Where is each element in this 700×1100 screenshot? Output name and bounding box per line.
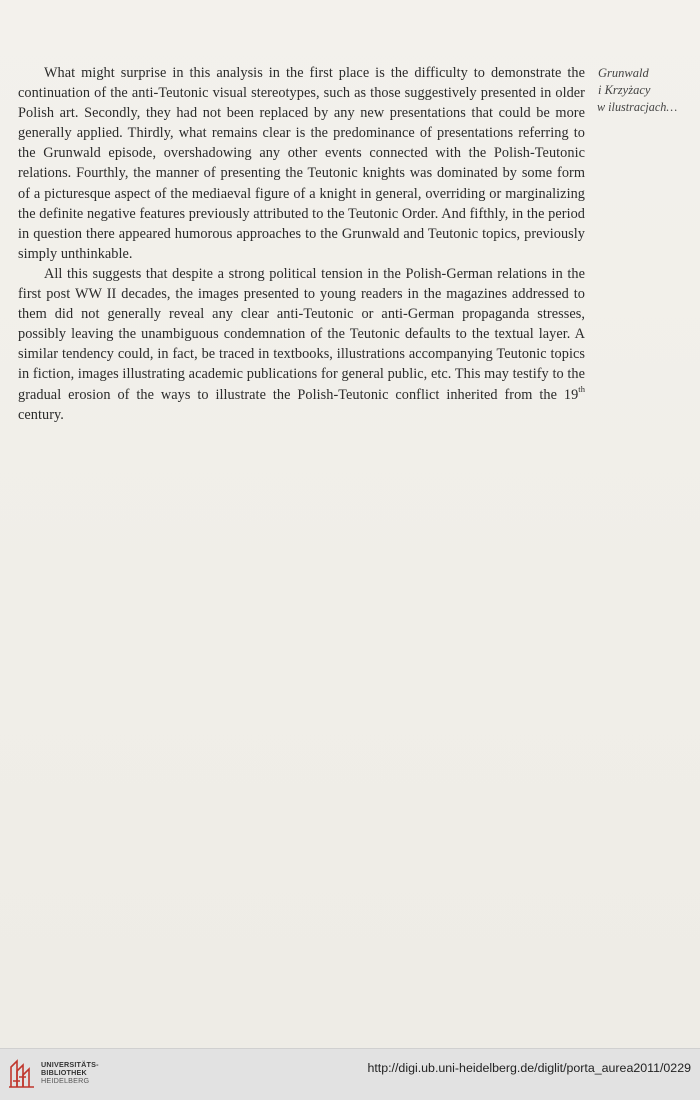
margin-note-line-1: Grunwald bbox=[598, 66, 649, 80]
margin-note-line-3: w ilustracjach… bbox=[597, 100, 678, 115]
footer-bar bbox=[0, 1048, 700, 1100]
paragraph-2-end: century. bbox=[18, 406, 64, 423]
superscript: th bbox=[578, 383, 585, 394]
margin-note bbox=[597, 65, 697, 117]
body-text bbox=[18, 63, 585, 425]
heidelberg-library-logo-icon bbox=[8, 1057, 36, 1089]
paragraph-2-main: All this suggests that despite a strong political tension in the Polish-German relations in the first post WW II decades, the images presented to young readers in the magazines addressed to them did not generally reveal any clear anti-Teutonic or anti-German propaganda stresses, possibly leaving the unambiguous condemnation of the Teutonic defaults to the textual layer. A similar tendency could, in fact, be traced in textbooks, illustrations accompanying Teutonic topics in fiction, images illustrating academic publications for general public, etc. This may testify to the gradual erosion of the ways to illustrate the Polish-Teutonic conflict inherited from the 19 bbox=[18, 265, 585, 403]
library-name-line-2: BIBLIOTHEK bbox=[41, 1068, 87, 1078]
margin-note-line-2: i Krzyżacy bbox=[598, 83, 651, 98]
library-name bbox=[41, 1061, 99, 1086]
source-url: http://digi.ub.uni-heidelberg.de/diglit/porta_aurea2011/0229 bbox=[367, 1061, 691, 1075]
paragraph-1: What might surprise in this analysis in the first place is the difficulty to demonstrate the continuation of the anti-Teutonic visual stereotypes, such as those suggestively presented in older Polish art. Secondly, they had not been replaced by any new presentations that could be more generally applied. Thirdly, what remains clear is the predominance of presentations referring to the Grunwald episode, overshadowing any other events connected with the Polish-Teutonic relations. Fourthly, the manner of presenting the Teutonic knights was dominated by some form of a picturesque aspect of the mediaeval figure of a knight in general, overriding or marginalizing the definite negative features previously attributed to the Teutonic Order. And fifthly, in the period in question there appeared humorous approaches to the Grunwald and Teutonic topics, previously simply unthinkable. bbox=[18, 65, 585, 262]
library-name-line-1: UNIVERSITÄTS- bbox=[41, 1060, 99, 1069]
paragraph-2 bbox=[18, 264, 585, 425]
library-name-line-3: HEIDELBERG bbox=[41, 1076, 90, 1086]
